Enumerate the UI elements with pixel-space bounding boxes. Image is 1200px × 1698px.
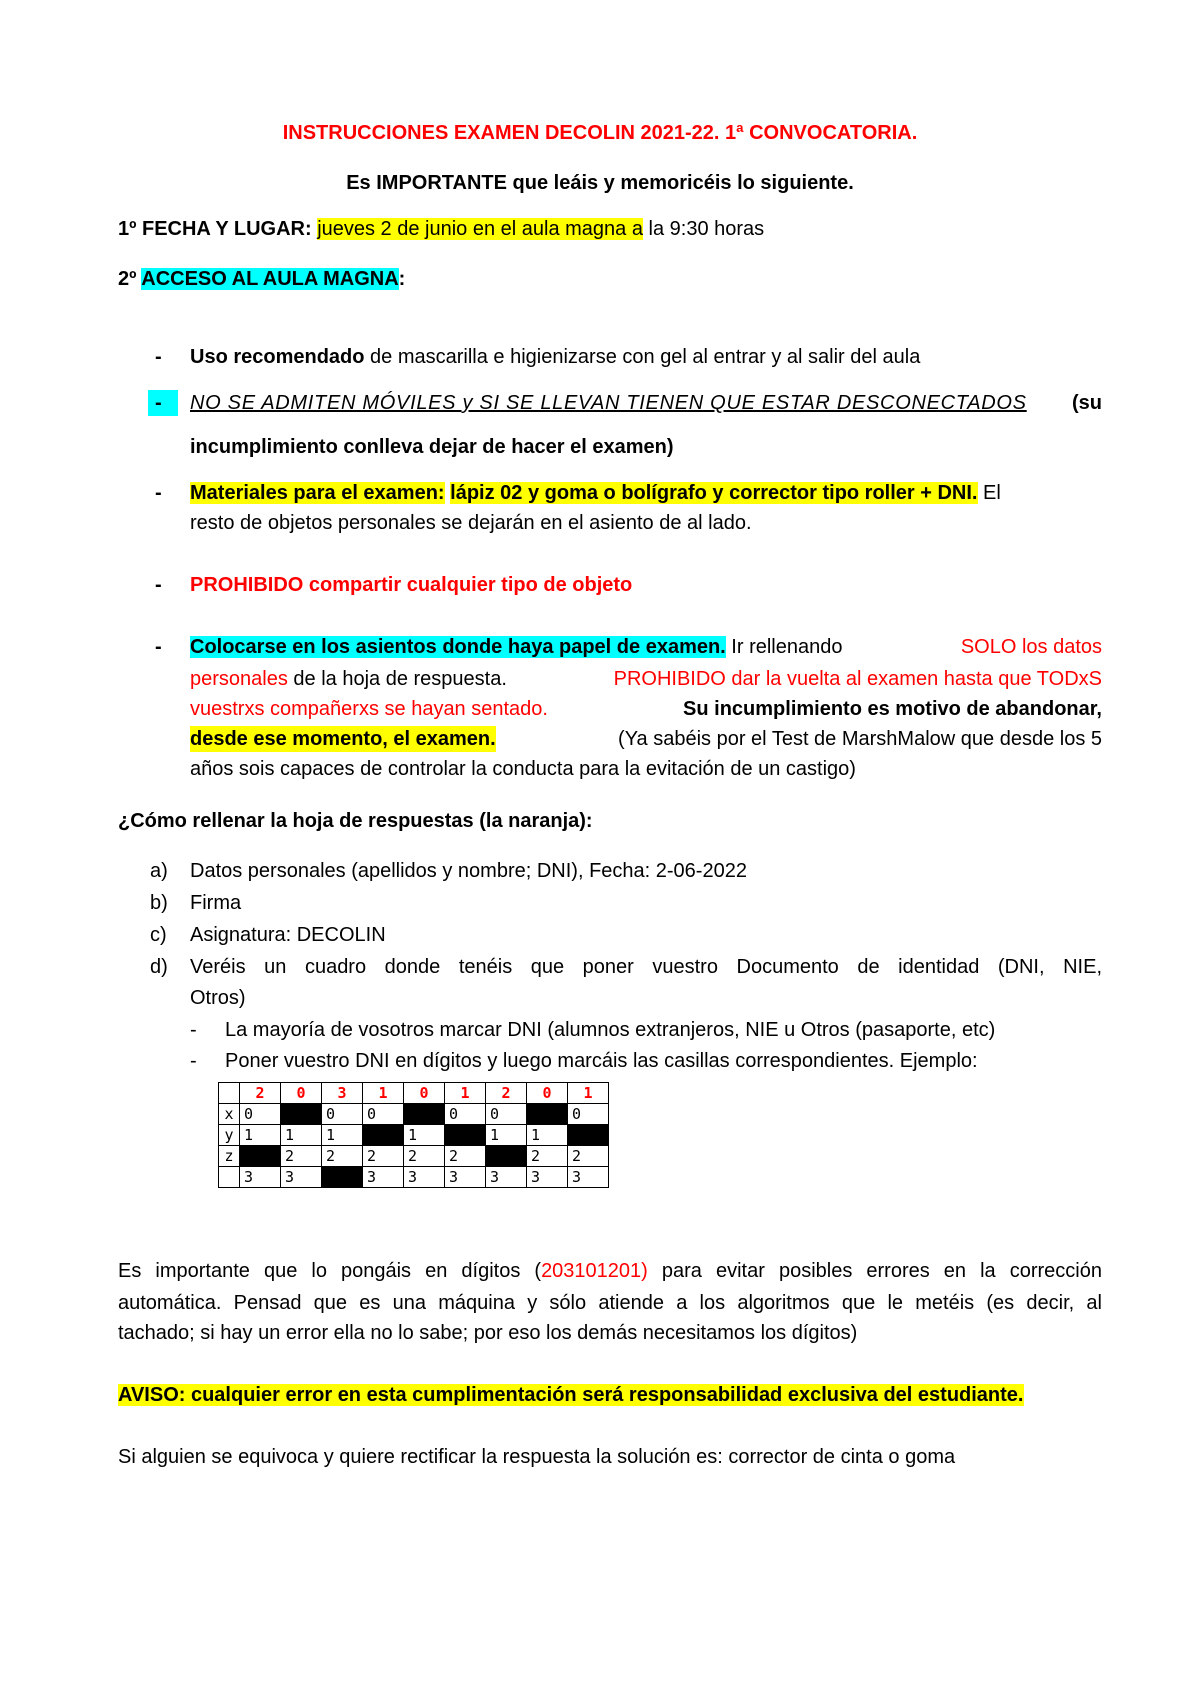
fecha-highlight: jueves 2 de junio en el aula magna a <box>317 218 643 240</box>
example-digits: 203101201) <box>541 1260 648 1282</box>
dni-cell: 0 <box>240 1104 281 1125</box>
dni-marked-cell <box>281 1104 322 1125</box>
colocarse-l4-highlight: desde ese momento, el examen. <box>190 728 496 750</box>
colocarse-l2-red2: PROHIBIDO dar la vuelta al examen hasta que TODxS <box>613 668 1102 690</box>
dni-row-label: x <box>219 1104 240 1125</box>
dni-digit: 0 <box>281 1083 322 1104</box>
dni-marked-cell <box>363 1125 404 1146</box>
dni-digit: 2 <box>240 1083 281 1104</box>
moviles-paren: (su <box>1072 392 1102 414</box>
list-item-d-line2: Otros) <box>190 987 246 1009</box>
bullet-dash: - <box>155 346 162 368</box>
colocarse-line2 <box>190 666 1102 692</box>
dni-table-header-row <box>219 1083 609 1104</box>
dni-cell: 3 <box>486 1167 527 1188</box>
colocarse-l2-red: personales <box>190 668 288 690</box>
mascarilla-bold: Uso recomendado <box>190 346 365 368</box>
fecha-label: 1º FECHA Y LUGAR: <box>118 218 312 240</box>
moviles-line2: incumplimiento conlleva dejar de hacer el examen) <box>190 436 674 458</box>
sub-item-2: Poner vuestro DNI en dígitos y luego marcáis las casillas correspondientes. Ejemplo: <box>225 1050 978 1072</box>
importante-line1 <box>118 1258 1102 1284</box>
dni-cell: 3 <box>363 1167 404 1188</box>
importante-l1a: Es importante que lo pongáis en dígitos ( <box>118 1260 542 1282</box>
dni-cell: 0 <box>322 1104 363 1125</box>
materiales-highlight: lápiz 02 y goma o bolígrafo y corrector tipo roller + DNI. <box>450 482 978 504</box>
prohibido-rest: compartir cualquier tipo de objeto <box>303 574 633 596</box>
colocarse-line5: años sois capaces de controlar la conducta para la evitación de un castigo) <box>190 758 856 780</box>
colocarse-highlight: Colocarse en los asientos donde haya papel de examen. <box>190 636 726 658</box>
dni-table-row <box>219 1167 609 1188</box>
list-label-d: d) <box>150 956 168 978</box>
dni-cell: 3 <box>240 1167 281 1188</box>
dni-cell: 0 <box>568 1104 609 1125</box>
page-title: INSTRUCCIONES EXAMEN DECOLIN 2021-22. 1ª CONVOCATORIA. <box>282 122 918 144</box>
colocarse-l3-bold: Su incumplimiento es motivo de abandonar, <box>683 698 1102 720</box>
dni-cell: 0 <box>445 1104 486 1125</box>
colocarse-line4 <box>190 726 1102 752</box>
rectificar: Si alguien se equivoca y quiere rectificar la respuesta la solución es: corrector de cinta o goma <box>118 1446 956 1468</box>
dni-cell: 2 <box>568 1146 609 1167</box>
dni-cell: 3 <box>445 1167 486 1188</box>
bullet-dash: - <box>155 636 162 658</box>
list-item-a: Datos personales (apellidos y nombre; DNI), Fecha: 2-06-2022 <box>190 860 747 882</box>
prohibido-word: PROHIBIDO <box>190 574 304 596</box>
dni-cell: 0 <box>486 1104 527 1125</box>
colocarse-line1 <box>190 634 1102 660</box>
dni-example-table <box>218 1082 609 1188</box>
list-label-a: a) <box>150 860 168 882</box>
dni-row-label: y <box>219 1125 240 1146</box>
dni-cell: 1 <box>404 1125 445 1146</box>
dni-marked-cell <box>240 1146 281 1167</box>
list-item-b: Firma <box>190 892 242 914</box>
bullet-dash: - <box>155 392 162 414</box>
materiales-tail: El <box>977 482 1001 504</box>
colocarse-l4-rest: (Ya sabéis por el Test de MarshMalow que desde los 5 <box>618 728 1102 750</box>
dni-row-label <box>219 1167 240 1188</box>
dni-cell: 2 <box>363 1146 404 1167</box>
dni-cell: 1 <box>527 1125 568 1146</box>
materiales-line2: resto de objetos personales se dejarán en el asiento de al lado. <box>190 512 752 534</box>
dni-row-label: z <box>219 1146 240 1167</box>
dni-marked-cell <box>568 1125 609 1146</box>
colocarse-l3-red: vuestrxs compañerxs se hayan sentado. <box>190 698 548 720</box>
dni-marked-cell <box>404 1104 445 1125</box>
colocarse-l2-rest: de la hoja de respuesta. <box>287 668 507 690</box>
list-item-c: Asignatura: DECOLIN <box>190 924 386 946</box>
dni-digit: 0 <box>527 1083 568 1104</box>
dni-table-row <box>219 1125 609 1146</box>
dni-digit: 3 <box>322 1083 363 1104</box>
aviso-text: AVISO: cualquier error en esta cumplimentación será responsabilidad exclusiva del estudiante. <box>118 1384 1024 1406</box>
item-moviles <box>190 390 1102 416</box>
list-item-d-line1: Veréis un cuadro donde tenéis que poner vuestro Documento de identidad (DNI, NIE, <box>190 956 1102 978</box>
dni-cell: 2 <box>281 1146 322 1167</box>
dni-digit: 1 <box>363 1083 404 1104</box>
dni-marked-cell <box>322 1167 363 1188</box>
dni-digit: 0 <box>404 1083 445 1104</box>
dni-cell: 1 <box>322 1125 363 1146</box>
materiales-label: Materiales para el examen: <box>190 482 445 504</box>
page-subtitle: Es IMPORTANTE que leáis y memoricéis lo siguiente. <box>346 172 854 194</box>
dni-digit: 2 <box>486 1083 527 1104</box>
item-mascarilla <box>190 344 920 370</box>
dni-marked-cell <box>445 1125 486 1146</box>
dni-marked-cell <box>527 1104 568 1125</box>
dni-cell: 1 <box>240 1125 281 1146</box>
dni-marked-cell <box>486 1146 527 1167</box>
item-materiales <box>190 480 1001 506</box>
dni-cell: 2 <box>445 1146 486 1167</box>
list-label-b: b) <box>150 892 168 914</box>
importante-line3: tachado; si hay un error ella no lo sabe; por eso los demás necesitamos los dígitos) <box>118 1322 858 1344</box>
dni-cell: 3 <box>281 1167 322 1188</box>
list-label-c: c) <box>150 924 167 946</box>
dni-cell: 3 <box>568 1167 609 1188</box>
dni-cell: 2 <box>322 1146 363 1167</box>
colocarse-l1-rest: Ir rellenando <box>725 636 843 658</box>
colocarse-l1-red: SOLO los datos <box>960 636 1102 658</box>
acceso-heading <box>118 266 405 292</box>
bullet-dash: - <box>155 482 162 504</box>
dni-cell: 2 <box>527 1146 568 1167</box>
fecha-rest: la 9:30 horas <box>642 218 765 240</box>
acceso-label: ACCESO AL AULA MAGNA <box>141 268 399 290</box>
mascarilla-rest: de mascarilla e higienizarse con gel al entrar y al salir del aula <box>364 346 921 368</box>
sub-dash: - <box>190 1019 197 1041</box>
dni-digit: 1 <box>445 1083 486 1104</box>
acceso-num: 2º <box>118 268 142 290</box>
item-prohibido <box>190 572 632 598</box>
dni-cell: 2 <box>404 1146 445 1167</box>
importante-line2: automática. Pensad que es una máquina y sólo atiende a los algoritmos que le metéis (es decir, al <box>118 1292 1102 1314</box>
dni-cell: 3 <box>404 1167 445 1188</box>
moviles-italic: NO SE ADMITEN MÓVILES y SI SE LLEVAN TIENEN QUE ESTAR DESCONECTADOS <box>190 392 1027 414</box>
bullet-dash: - <box>155 574 162 596</box>
fecha-lugar <box>118 216 764 242</box>
dni-table-row <box>219 1104 609 1125</box>
sub-item-1: La mayoría de vosotros marcar DNI (alumnos extranjeros, NIE u Otros (pasaporte, etc) <box>225 1019 996 1041</box>
colocarse-line3 <box>190 696 1102 722</box>
dni-cell: 1 <box>486 1125 527 1146</box>
sub-dash: - <box>190 1050 197 1072</box>
dni-digit: 1 <box>568 1083 609 1104</box>
importante-l1b: para evitar posibles errores en la corrección <box>647 1260 1102 1282</box>
dni-cell: 3 <box>527 1167 568 1188</box>
dni-table-corner <box>219 1083 240 1104</box>
aviso <box>118 1382 1024 1408</box>
acceso-colon: : <box>398 268 406 290</box>
bullet-highlight <box>148 390 178 416</box>
dni-cell: 0 <box>363 1104 404 1125</box>
dni-cell: 1 <box>281 1125 322 1146</box>
como-heading: ¿Cómo rellenar la hoja de respuestas (la naranja): <box>118 810 593 832</box>
dni-table-row <box>219 1146 609 1167</box>
